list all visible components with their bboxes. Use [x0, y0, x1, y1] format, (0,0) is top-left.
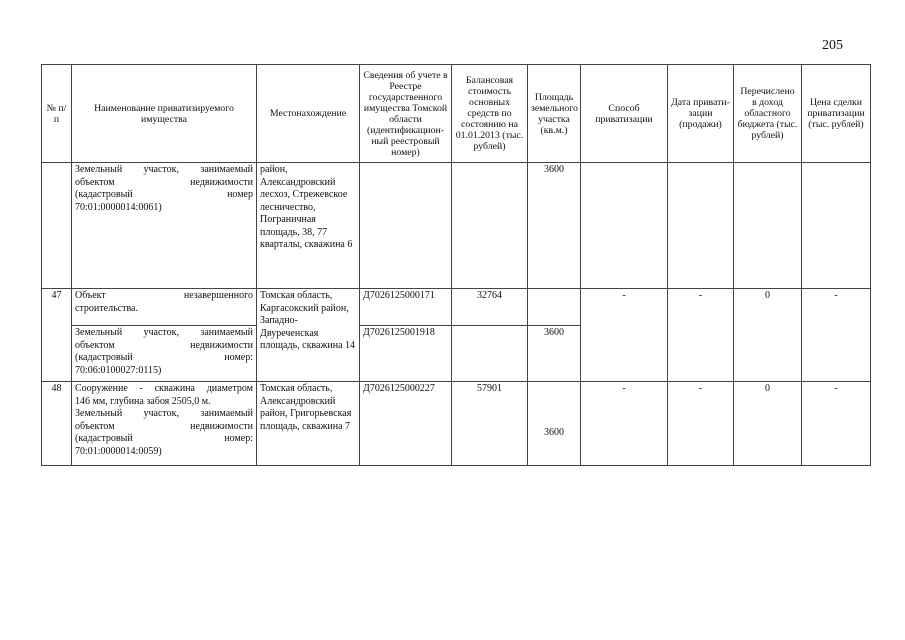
row-name-cell [72, 326, 257, 382]
row-registry-cell: Д7026125000171 [360, 289, 452, 326]
row-price-cell: - [802, 289, 871, 382]
row-method-cell: - [581, 289, 668, 382]
row-balance-cell [452, 163, 528, 289]
row-name-cell [72, 289, 257, 326]
name-line: (кадастровый номер [75, 189, 253, 200]
row-balance-cell: 32764 [452, 289, 528, 326]
row-balance-cell: 57901 [452, 382, 528, 466]
row-transferred-cell [734, 163, 802, 289]
page-number: 205 [822, 38, 843, 53]
name-line: (кадастровый номер: [75, 433, 253, 444]
row-name-cell [72, 163, 257, 289]
row-area-cell: 3600 [528, 326, 581, 382]
row-name-cell [72, 382, 257, 466]
row-price-cell: - [802, 382, 871, 466]
row-location-cell: Томская область, Каргасокский район, Западно-Двуреченская площадь, скважина 14 [257, 289, 360, 382]
name-line: Земельный участок, занимаемый [75, 408, 253, 419]
name-line: строительства. [75, 302, 138, 314]
header-name: Наименование приватизируемого имущества [72, 65, 257, 163]
name-line: Земельный участок, занимаемый [75, 164, 253, 175]
row-date-cell [668, 163, 734, 289]
name-line: Объект незавершенного [75, 290, 253, 301]
row-registry-cell: Д7026125001918 [360, 326, 452, 382]
name-line: объектом недвижимости [75, 420, 253, 432]
header-location: Местонахождение [257, 65, 360, 163]
row-registry-cell [360, 163, 452, 289]
header-area: Площадь земельного участка (кв.м.) [528, 65, 581, 163]
header-registry: Сведения об учете в Реестре государственного имущества Томской области (идентификацион-ный реестровый номер) [360, 65, 452, 163]
row-registry-cell: Д7026125000227 [360, 382, 452, 466]
row-transferred-cell: 0 [734, 382, 802, 466]
row-location-cell: Томская область, Александровский район, Григорьевская площадь, скважина 7 [257, 382, 360, 466]
table-row [42, 163, 871, 289]
name-line: 70:01:0000014:0061) [75, 201, 162, 213]
name-line: Сооружение - скважина диаметром [75, 383, 253, 394]
privatization-table [41, 64, 871, 466]
name-line: Земельный участок, занимаемый [75, 327, 253, 338]
row-method-cell [581, 163, 668, 289]
row-method-cell: - [581, 382, 668, 466]
row-date-cell: - [668, 382, 734, 466]
name-line: объектом недвижимости [75, 339, 253, 351]
header-method: Способ приватизации [581, 65, 668, 163]
row-location-cell: район, Александровский лесхоз, Стрежевское лесничество, Пограничная площадь, 38, 77 кварталы, скважина 6 [257, 163, 360, 289]
table-row [42, 382, 871, 466]
row-date-cell: - [668, 289, 734, 382]
name-line: объектом недвижимости [75, 176, 253, 188]
row-num-cell [42, 163, 72, 289]
header-price: Цена сделки приватизации (тыс. рублей) [802, 65, 871, 163]
table-row [42, 289, 871, 326]
header-date: Дата привати-зации (продажи) [668, 65, 734, 163]
row-price-cell [802, 163, 871, 289]
name-line: 146 мм, глубина забоя 2505,0 м. [75, 395, 211, 407]
row-num-cell: 47 [42, 289, 72, 382]
name-line: 70:01:0000014:0059) [75, 445, 162, 457]
header-num: № п/п [42, 65, 72, 163]
row-area-cell: 3600 [528, 382, 581, 466]
row-num-cell: 48 [42, 382, 72, 466]
table-header-row [42, 65, 871, 163]
name-line: (кадастровый номер: [75, 352, 253, 363]
header-transferred: Перечислено в доход областного бюджета (тыс. рублей) [734, 65, 802, 163]
name-line: 70:06:0100027:0115) [75, 364, 162, 376]
row-area-cell [528, 289, 581, 326]
header-balance: Балансовая стоимость основных средств по состоянию на 01.01.2013 (тыс. рублей) [452, 65, 528, 163]
row-area-cell: 3600 [528, 163, 581, 289]
row-balance-cell [452, 326, 528, 382]
row-transferred-cell: 0 [734, 289, 802, 382]
